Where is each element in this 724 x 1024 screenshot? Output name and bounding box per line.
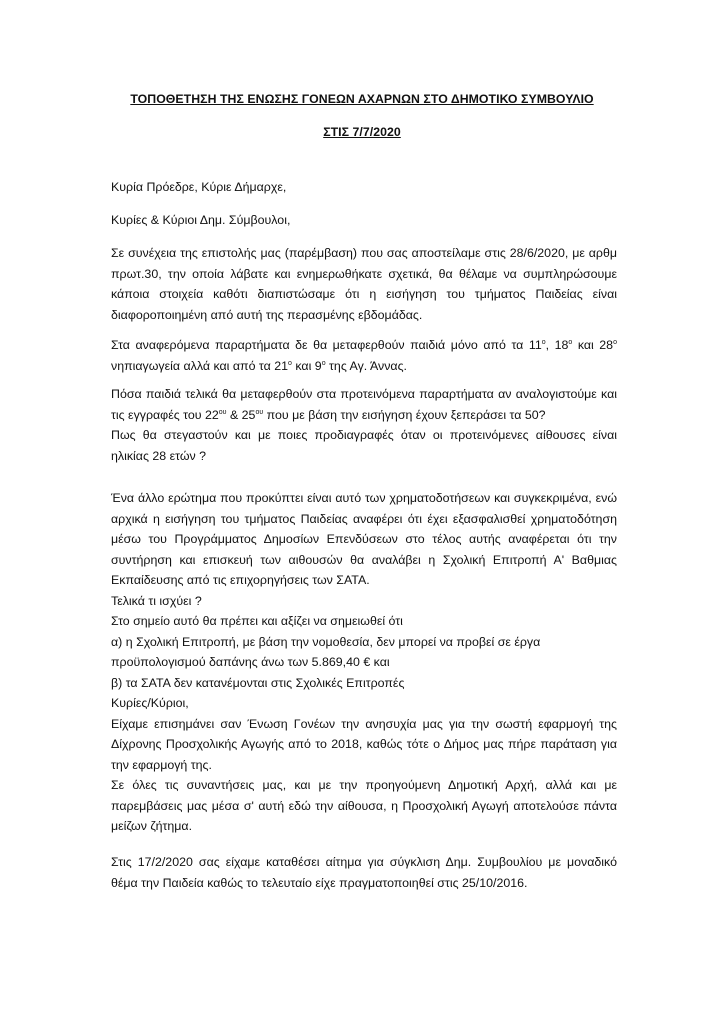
paragraph-classrooms-question: Πως θα στεγαστούν και με ποιες προδιαγραφές όταν οι προτεινόμενες αίθουσες είναι ηλικίας 28 ετών ? (111, 428, 617, 463)
funding-note: Στο σημείο αυτό θα πρέπει και αξίζει να σημειωθεί ότι (111, 614, 403, 628)
document-title: ΤΟΠΟΘΕΤΗΣΗ ΤΗΣ ΕΝΩΣΗΣ ΓΟΝΕΩΝ ΑΧΑΡΝΩΝ ΣΤΟ ΔΗΜΟΤΙΚΟ ΣΥΜΒΟΥΛΙΟ (130, 92, 594, 106)
funding-point-b: β) τα ΣΑΤΑ δεν κατανέμονται στις Σχολικές Επιτροπές (111, 675, 405, 690)
paragraph-council-request: Στις 17/2/2020 σας είχαμε καταθέσει αίτημα για σύγκλιση Δημ. Συμβουλίου με μοναδικό θέμα την Παιδεία καθώς το τελευταίο είχε πραγματοποιηθεί στις 25/10/2016. (111, 855, 617, 890)
paragraph-intro: Σε συνέχεια της επιστολής μας (παρέμβαση) που σας αποστείλαμε στις 28/6/2020, με αρθμ πρωτ.30, την οποία λάβατε και ενημερωθήκατε σχετικά, θα θέλαμε να συμπληρώσουμε κάποια στοιχεία καθότι διαπιστώσαμε ότι η εισήγηση του τμήματος Παιδείας είναι διαφοροποιημένη από αυτή της περασμένης εβδομάδας. (111, 246, 617, 322)
paragraph-meetings: Σε όλες τις συναντήσεις μας, και με την προηγούμενη Δημοτική Αρχή, αλλά και με παρεμβάσεις μας μέσα σ' αυτή εδώ την αίθουσα, η Προσχολική Αγωγή αποτελούσε πάντα μείζων ζήτημα. (111, 778, 617, 833)
greeting-councillors: Κυρίες & Κύριοι Δημ. Σύμβουλοι, (111, 213, 291, 227)
paragraph-preschool-concern: Είχαμε επισημάνει σαν Ένωση Γονέων την ανησυχία μας για την σωστή εφαρμογή της Δίχρονης Προσχολικής Αγωγής από το 2018, καθώς τότε ο Δήμος μας πήρε παράταση για την εφαρμογή της. (111, 716, 617, 772)
funding-point-a-continued: προϋπολογισμού δαπάνης άνω των 5.869,40 € και (111, 655, 390, 669)
paragraph-funding: Ένα άλλο ερώτημα που προκύπτει είναι αυτό των χρηματοδοτήσεων και συγκεκριμένα, ενώ αρχικά η εισήγηση του τμήματος Παιδείας αναφέρει ότι έχει εξασφαλισθεί χρηματοδότηση μέσω του Προγράμματος Δημοσίων Επενδύσεων στο τέλος αυτής αναφέρεται ότι την συντήρηση και επισκευή των αιθουσών θα αναλάβει η Σχολική Επιτροπή Α' Βαθμιας Εκπαίδευσης από τις επιχορηγήσεις των ΣΑΤΑ. Τελικά τι ισχύει ? Στο σημείο αυτό θα πρέπει και αξίζει να σημειωθεί ότι α) η Σχολική Επιτροπή, με βάση την νομοθεσία, δεν μπορεί να προβεί σε έργα προϋπολογισμού δαπάνης άνω των 5.869,40 € και β) τα ΣΑΤΑ δεν κατανέμονται στις Σχολικές Επιτροπές (111, 488, 617, 693)
greeting-ladies-gentlemen: Κυρίες/Κύριοι, Είχαμε επισημάνει σαν Ένωση Γονέων την ανησυχία μας για την σωστή εφαρμογή της Δίχρονης Προσχολικής Αγωγής από το 2018, καθώς τότε ο Δήμος μας πήρε παράταση για την εφαρμογή της. Σε όλες τις συναντήσεις μας, και με την προηγούμενη Δημοτική Αρχή, αλλά και με παρεμβάσεις μας μέσα σ' αυτή εδώ την αίθουσα, η Προσχολική Αγωγή αποτελούσε πάντα μείζων ζήτημα. (111, 693, 617, 837)
greeting-president-mayor: Κυρία Πρόεδρε, Κύριε Δήμαρχε, (111, 180, 287, 194)
funding-point-a: α) η Σχολική Επιτροπή, με βάση την νομοθεσία, δεν μπορεί να προβεί σε έργα (111, 634, 541, 649)
paragraph-kindergartens: Στα αναφερόμενα παραρτήματα δε θα μεταφερθούν παιδιά μόνο από τα $11^o$, $18^o$ και $28^o$ νηπιαγωγεία αλλά και από τα $21^o$ και $9^o$ της Αγ. Άννας. (111, 338, 617, 373)
funding-question: Τελικά τι ισχύει ? (111, 593, 202, 608)
document-date-title: ΣΤΙΣ 7/7/2020 (323, 125, 401, 139)
paragraph-enrollments: Πόσα παιδιά τελικά θα μεταφερθούν στα προτεινόμενα παραρτήματα αν αναλογιστούμε και τις εγγραφές του $22^{o\upsilon}$ & $25^{o\upsilon}$ που με βάση την εισήγηση έχουν ξεπεράσει τα 50? Πως θα στεγαστούν και με ποιες προδιαγραφές όταν οι προτεινόμενες αίθουσες είναι ηλικίας 28 ετών ? (111, 384, 617, 466)
